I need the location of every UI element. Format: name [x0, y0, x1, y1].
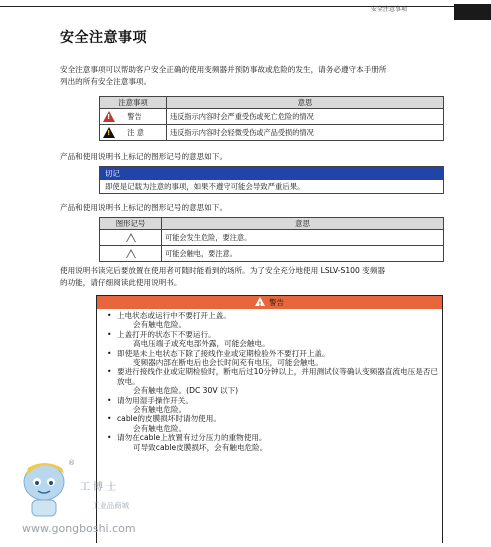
level-label: 注 意 [127, 127, 144, 137]
note-body: 即使是记载为注意的事项，如果不遵守可能会导致严重后果。 [105, 182, 305, 191]
warning-item-detail: 变频器内部在断电后也会长时间充有电压，可能会触电。 [133, 358, 323, 368]
caution-triangle-icon [126, 233, 136, 242]
meaning-cell: 可能会发生危险，要注意。 [162, 230, 444, 246]
table-row [100, 109, 444, 125]
page-title: 安全注意事项 [60, 30, 147, 46]
warning-item [107, 433, 442, 452]
note-heading: 切记 [100, 167, 443, 180]
notice-levels-table [99, 96, 444, 141]
warning-icon [255, 297, 265, 306]
level-label: 警告 [127, 111, 142, 121]
warning-item [107, 311, 442, 330]
col-header-meaning: 意思 [162, 218, 444, 230]
warning-item-text: 即使是未上电状态下除了接线作业或定期检验外不要打开上盖。 [117, 348, 330, 358]
warning-item-detail: 会有触电危险。(DC 30V 以下) [133, 386, 239, 396]
warning-item [107, 349, 442, 368]
header-rule [0, 6, 455, 13]
warning-item-text: 请勿用湿手操作开关。 [117, 395, 193, 405]
table-row [100, 230, 444, 246]
warning-item [107, 414, 442, 433]
manual-usage-paragraph [60, 265, 440, 289]
warning-item-text: 要进行接线作业或定期检验时，断电后过10分钟以上，并用测试仪等确认变频器直流电压是否已放电。 [117, 367, 439, 386]
col-header-symbol: 图形记号 [100, 218, 162, 230]
electric-shock-triangle-icon [126, 249, 136, 258]
warning-item-detail: 会有触电危险。 [133, 405, 187, 415]
mascot-logo-icon [18, 458, 78, 520]
meaning-cell: 违反指示内容时会轻微受伤或产品受损的情况 [167, 125, 444, 141]
warning-heading [97, 296, 442, 309]
registered-mark: ® [68, 459, 75, 467]
brand-url: www.gongboshi.com [22, 522, 136, 535]
meaning-cell: 可能会触电，要注意。 [162, 246, 444, 262]
table-row [100, 125, 444, 141]
col-header-meaning: 意思 [167, 97, 444, 109]
meaning-cell: 违反指示内容时会严重受伤或死亡危险的情况 [167, 109, 444, 125]
warning-item-text: 上盖打开的状态下不要运行。 [117, 329, 216, 339]
warning-heading-label: 警告 [269, 298, 284, 307]
warning-item-text: 上电状态或运行中不要打开上盖。 [117, 311, 231, 320]
warning-item [107, 396, 442, 415]
symbol-intro-paragraph-2: 产品和使用说明书上标记的图形记号的意思如下。 [60, 203, 228, 212]
warning-item-detail: 会有触电危险。 [133, 423, 187, 433]
warning-item-detail: 可导致cable皮膜损坏，会有触电危险。 [133, 442, 268, 452]
symbol-intro-paragraph: 产品和使用说明书上标记的图形记号的意思如下。 [60, 152, 228, 161]
chapter-tab [454, 4, 491, 20]
warning-list [97, 311, 442, 452]
symbols-table [99, 217, 444, 262]
usage-line-1: 使用说明书读完后要放置在使用者可随时能看到的场所。为了安全充分地使用 LSLV-S100 变频器 [60, 266, 386, 275]
warning-item-detail: 高电压端子或充电部外露，可能会触电。 [133, 339, 270, 349]
intro-line-1: 安全注意事项可以帮助客户安全正确的使用变频器并预防事故或危险的发生，请务必遵守本手册所 [60, 65, 387, 74]
intro-paragraph [60, 64, 387, 88]
caution-icon [103, 127, 115, 138]
usage-line-2: 的功能，请仔细阅读此使用说明书。 [60, 278, 182, 287]
warning-item [107, 367, 442, 395]
warning-item-detail: 会有触电危险。 [133, 320, 187, 330]
warning-item-text: 请勿在cable上放置有过分压力的重物使用。 [117, 433, 267, 443]
warning-box [96, 295, 443, 543]
intro-line-2: 列出的所有安全注意事项。 [60, 77, 152, 86]
warning-icon [103, 111, 115, 122]
note-box [99, 166, 444, 194]
brand-tagline: 工业品商城 [92, 501, 129, 510]
brand-name: 工博士 [80, 482, 119, 493]
warning-item-text: cable的皮膜损坏时请勿使用。 [117, 414, 221, 424]
col-header-level: 注意事项 [100, 97, 167, 109]
warning-item [107, 330, 442, 349]
table-row [100, 246, 444, 262]
running-header: 安全注意事项 [370, 6, 407, 13]
